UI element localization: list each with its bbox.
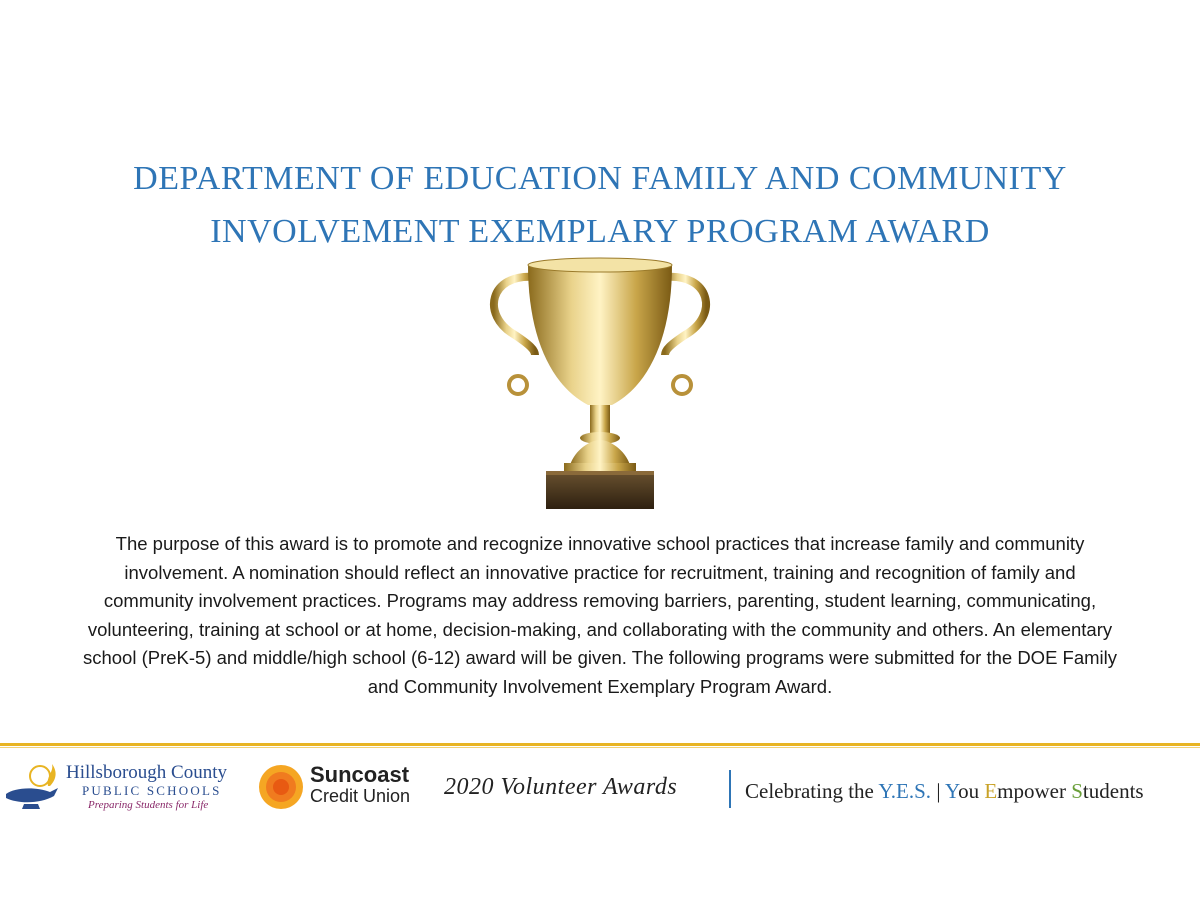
- description-line: and Community Involvement Exemplary Program Award.: [367, 675, 833, 697]
- footer-divider-thin: [0, 747, 1200, 748]
- hcps-logo: [0, 760, 250, 815]
- slogan-e: E: [984, 779, 998, 803]
- description-line: community involvement practices. Programs may address removing barriers, parenting, student learning, communicating,: [103, 590, 1097, 611]
- description-line: school (PreK-5) and middle/high school (6-12) award will be given. The following programs were submitted for the DOE Family: [82, 647, 1118, 668]
- slogan-yes: Y.E.S.: [878, 779, 932, 803]
- footer-divider: [0, 743, 1200, 746]
- celebrating-slogan: [745, 779, 1144, 804]
- description-line: The purpose of this award is to promote and recognize innovative school practices that increase family and community: [115, 533, 1085, 554]
- hcps-tagline: Preparing Students for Life: [88, 799, 209, 811]
- slogan-y: Y: [945, 779, 959, 803]
- slogan-sep: |: [931, 779, 945, 803]
- title-line-2: INVOLVEMENT EXEMPLARY PROGRAM AWARD: [210, 213, 990, 250]
- slogan-s: S: [1071, 779, 1083, 803]
- hcps-subtitle: PUBLIC SCHOOLS: [82, 783, 222, 798]
- suncoast-logo: [258, 762, 428, 812]
- suncoast-subtitle: Credit Union: [310, 786, 411, 806]
- award-description: [0, 530, 1200, 701]
- footer-separator: [729, 770, 731, 808]
- slogan-prefix: Celebrating the: [745, 779, 879, 803]
- title-line-1: DEPARTMENT OF EDUCATION FAMILY AND COMMUNITY: [133, 160, 1067, 197]
- trophy-icon: [480, 255, 720, 515]
- page-title: [0, 152, 1200, 258]
- hcps-name: Hillsborough County: [66, 762, 227, 783]
- slogan-mpower: mpower: [997, 779, 1072, 803]
- description-line: volunteering, training at school or at home, decision-making, and collaborating with the community and others. An elementary: [87, 618, 1113, 640]
- lamp-of-learning-icon: [0, 764, 62, 810]
- description-line: involvement. A nomination should reflect an innovative practice for recruitment, training and recognition of family and: [124, 561, 1076, 583]
- suncoast-name: Suncoast: [310, 762, 410, 787]
- volunteer-awards-title: 2020 Volunteer Awards: [444, 774, 678, 800]
- slogan-ou: ou: [958, 779, 985, 803]
- sun-logo-icon: [258, 764, 304, 810]
- slogan-tudents: tudents: [1082, 779, 1144, 803]
